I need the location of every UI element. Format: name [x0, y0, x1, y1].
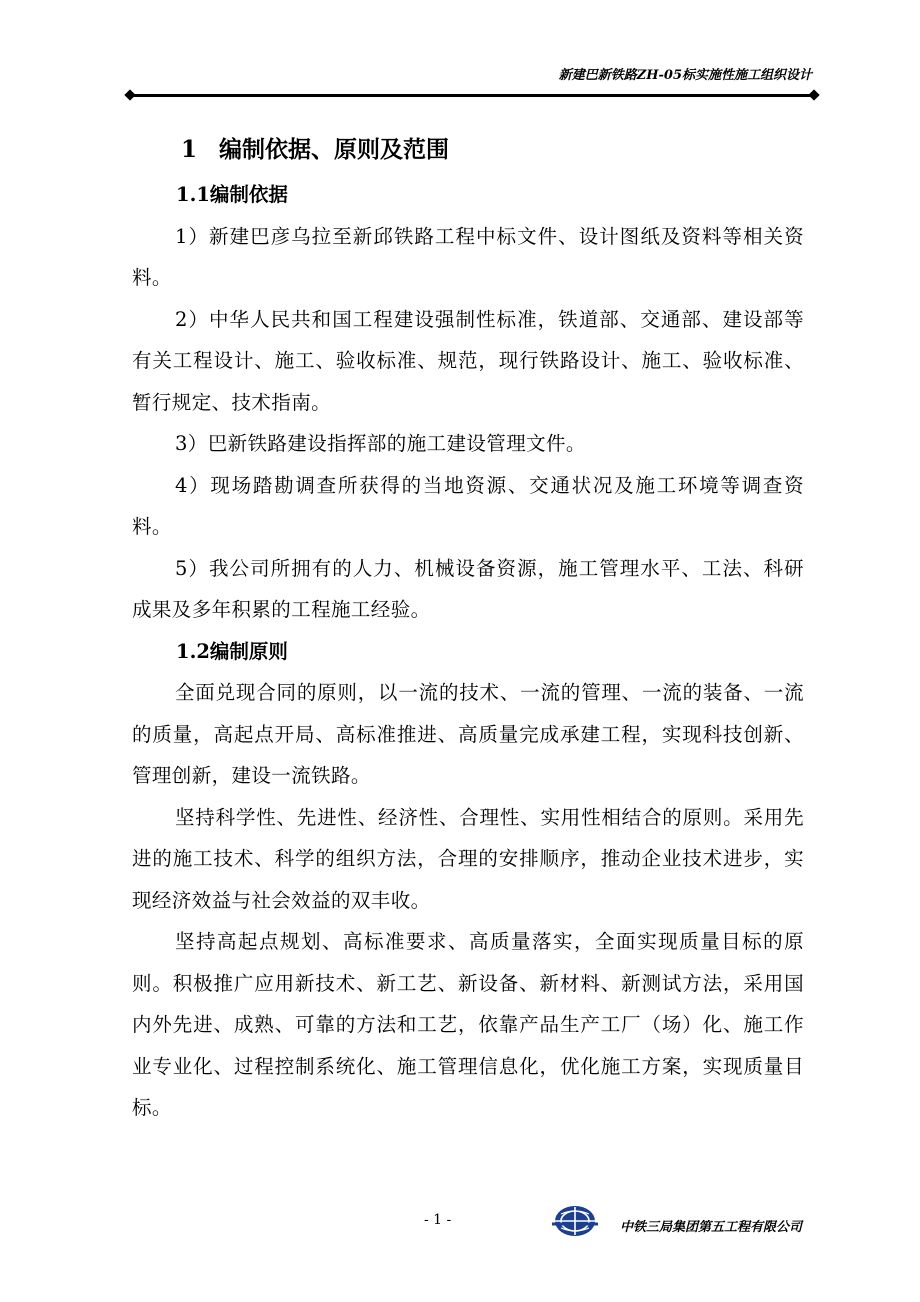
section-1-2-heading: 1.2编制原则: [176, 639, 288, 663]
principle-paragraph-3: 坚持高起点规划、高标准要求、高质量落实，全面实现质量目标的原则。积极推广应用新技术、新工艺、新设备、新材料、新测试方法，采用国内外先进、成熟、可靠的方法和工艺，依靠产品生产工厂（场）化、施工作业专业化、过程控制系统化、施工管理信息化，优化施工方案，实现质量目标。: [132, 930, 804, 1119]
section-1-number: 1: [181, 136, 198, 163]
basis-item-2: 2）中华人民共和国工程建设强制性标准，铁道部、交通部、建设部等有关工程设计、施工、验收标准、规范，现行铁路设计、施工、验收标准、暂行规定、技术指南。: [132, 307, 804, 414]
company-logo-icon: [552, 1204, 598, 1238]
header-title: 新建巴新铁路ZH-05标实施性施工组织设计: [558, 68, 812, 83]
page-number: - 1 -: [424, 1212, 452, 1228]
header-rule: [130, 94, 814, 97]
basis-item-4: 4）现场踏勘调查所获得的当地资源、交通状况及施工环境等调查资料。: [132, 473, 804, 538]
principle-paragraph-2: 坚持科学性、先进性、经济性、合理性、实用性相结合的原则。采用先进的施工技术、科学的组织方法，合理的安排顺序，推动企业技术进步，实现经济效益与社会效益的双丰收。: [132, 805, 804, 912]
company-name: 中铁三局集团第五工程有限公司: [620, 1220, 803, 1235]
section-1-heading: [132, 130, 804, 170]
section-1-title: 编制依据、原则及范围: [219, 136, 449, 163]
basis-item-5: 5）我公司所拥有的人力、机械设备资源，施工管理水平、工法、科研成果及多年积累的工程施工经验。: [132, 556, 804, 621]
principle-paragraph-1: 全面兑现合同的原则，以一流的技术、一流的管理、一流的装备、一流的质量，高起点开局、高标准推进、高质量完成承建工程，实现科技创新、管理创新，建设一流铁路。: [132, 681, 804, 787]
document-body: [132, 130, 804, 1129]
basis-item-3: 3）巴新铁路建设指挥部的施工建设管理文件。: [175, 432, 586, 455]
section-1-1-heading: 1.1编制依据: [176, 183, 288, 206]
basis-item-1: 1）新建巴彦乌拉至新邱铁路工程中标文件、设计图纸及资料等相关资料。: [132, 224, 804, 289]
